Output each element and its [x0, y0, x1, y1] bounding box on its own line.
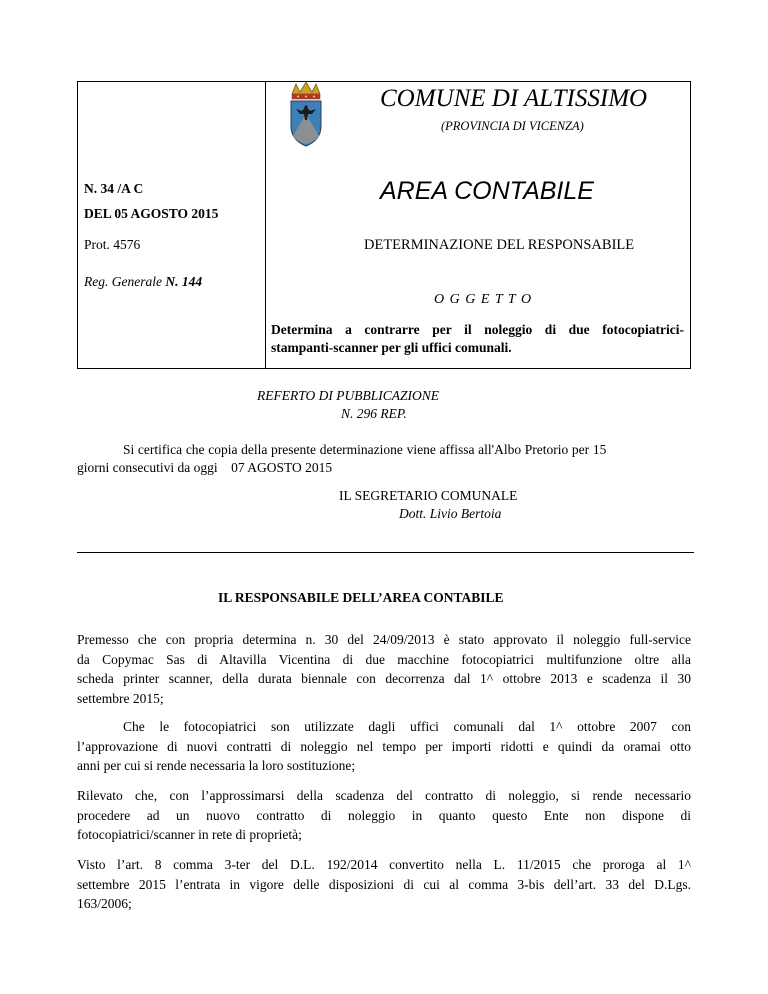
paragraph-line: scheda printer scanner, della durata biennale con decorrenza dal 1^ ottobre 2013 e scadenza il 30 [77, 671, 691, 686]
paragraph-rilevato [77, 786, 691, 845]
paragraph-line: Rilevato che, con l’approssimarsi della scadenza del contratto di noleggio, si rende necessario [77, 788, 691, 803]
determination-title: DETERMINAZIONE DEL RESPONSABILE [364, 237, 635, 253]
subject-label: O G G E T T O [434, 292, 533, 307]
paragraph-line: 163/2006; [77, 896, 132, 911]
reg-generale-label: Reg. Generale [84, 274, 166, 289]
paragraph-line: anni per cui si rende necessaria la loro sostituzione; [77, 758, 356, 773]
publication-title: REFERTO DI PUBBLICAZIONE [257, 388, 439, 403]
publication-line-2: giorni consecutivi da oggi 07 AGOSTO 2015 [77, 460, 333, 475]
paragraph-line: procedere ad un nuovo contratto di noleggio in quanto questo Ente non dispone di [77, 807, 691, 823]
municipality-title: COMUNE DI ALTISSIMO [380, 85, 648, 112]
paragraph-line: settembre 2015 l’entrata in vigore delle disposizioni di cui al comma 3-bis dell’art. 33 del D.Lgs. [77, 876, 691, 892]
paragraph-line: Visto l’art. 8 comma 3-ter del D.L. 192/2014 convertito nella L. 11/2015 che proroga al 1^ [77, 857, 691, 872]
publication-rep: N. 296 REP. [341, 406, 407, 421]
paragraph-line: Che le fotocopiatrici son utilizzate dagli uffici comunali dal 1^ ottobre 2007 con [123, 719, 691, 734]
paragraph-line: settembre 2015; [77, 690, 164, 706]
publication-line-1: Si certifica che copia della presente determinazione viene affissa all'Albo Pretorio per 15 [123, 442, 607, 457]
paragraph-line: da Copymac Sas di Altavilla Vicentina di due macchine fotocopiatrici multifunzione oltre alla [77, 651, 691, 667]
paragraph-line: Premesso che con propria determina n. 30 del 24/09/2013 è stato approvato il noleggio full-service [77, 632, 691, 647]
reg-generale [84, 273, 202, 291]
paragraph-premesso [77, 630, 691, 708]
signer-title: IL SEGRETARIO COMUNALE [339, 488, 518, 503]
header-box-divider [265, 81, 266, 369]
horizontal-rule [77, 552, 694, 553]
municipal-coat-of-arms-icon [288, 80, 324, 148]
doc-number: N. 34 /A C [84, 181, 144, 196]
protocol-number: Prot. 4576 [84, 237, 141, 252]
doc-date: DEL 05 AGOSTO 2015 [84, 206, 219, 221]
subject-line-2: stampanti-scanner per gli uffici comunali. [271, 340, 512, 355]
paragraph-visto [77, 855, 691, 914]
paragraph-che [77, 717, 691, 776]
subject-line-1: Determina a contrarre per il noleggio di due fotocopiatrici- [271, 322, 684, 337]
paragraph-line: fotocopiatrici/scanner in rete di proprietà; [77, 827, 302, 842]
reg-generale-number: N. 144 [165, 274, 203, 289]
province-subtitle: (PROVINCIA DI VICENZA) [441, 119, 584, 133]
paragraph-line: l’approvazione di nuovi contratti di noleggio nel tempo per importi ridotti e quindi da oramai otto [77, 738, 691, 754]
section-heading: IL RESPONSABILE DELL’AREA CONTABILE [218, 590, 504, 605]
area-title: AREA CONTABILE [380, 177, 594, 205]
signer-name: Dott. Livio Bertoia [399, 506, 502, 521]
